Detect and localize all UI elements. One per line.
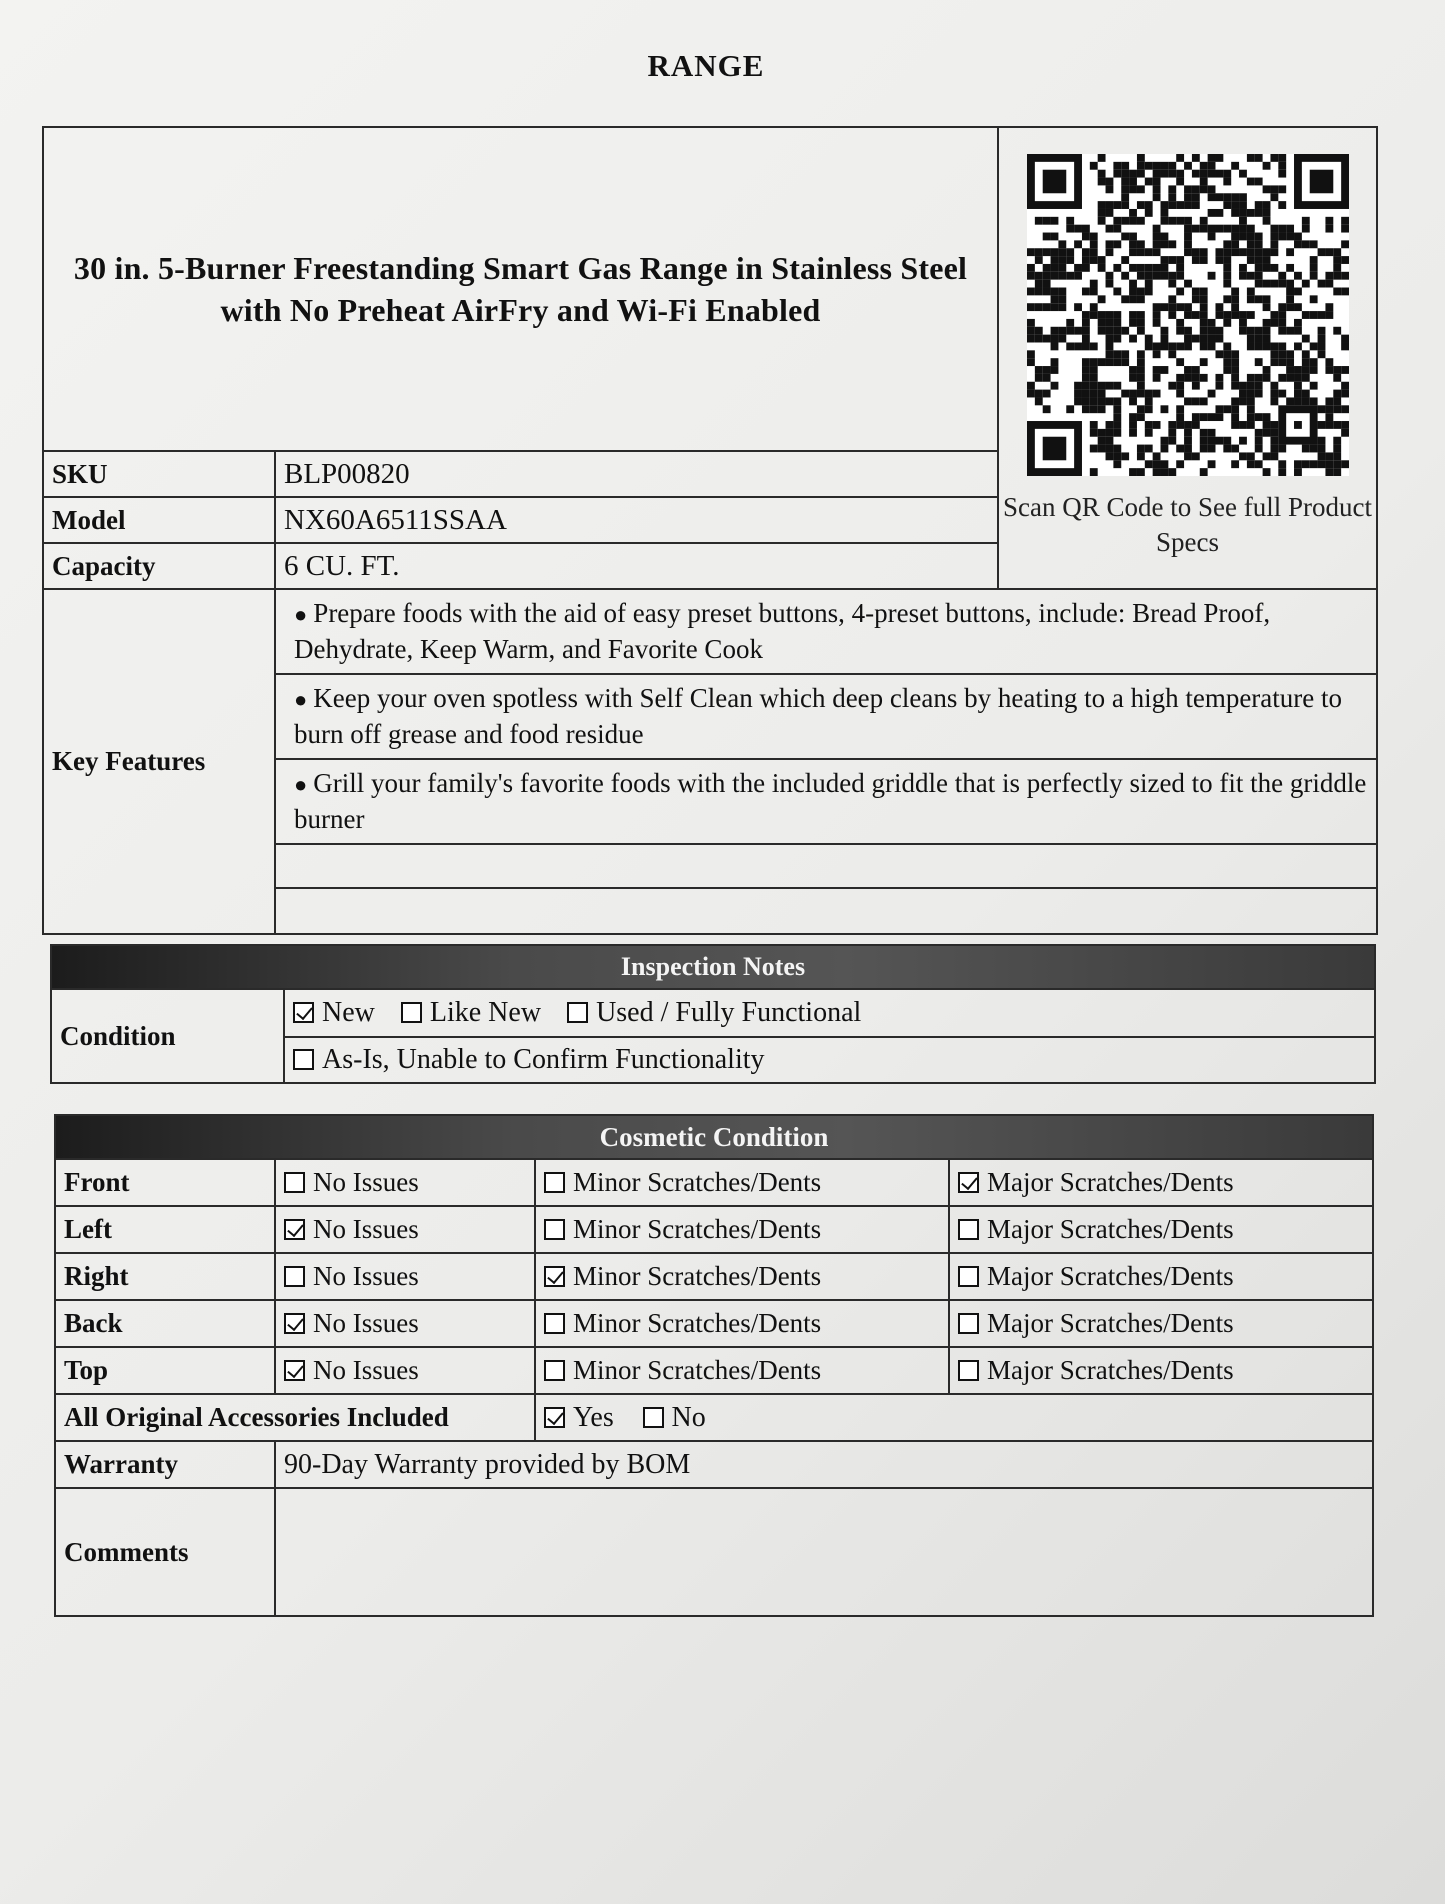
condition-option-like-new[interactable]: Like New	[401, 997, 541, 1028]
checkbox-icon[interactable]	[544, 1172, 565, 1193]
qr-section	[998, 127, 1377, 589]
cosmetic-option-major[interactable]: Major Scratches/Dents	[949, 1253, 1373, 1300]
cosmetic-row	[55, 1300, 1373, 1347]
feature-item	[275, 759, 1377, 844]
cosmetic-option-major[interactable]: Major Scratches/Dents	[949, 1347, 1373, 1394]
condition-options-row	[284, 1037, 1375, 1083]
checkbox-icon[interactable]	[958, 1219, 979, 1240]
feature-text: Prepare foods with the aid of easy preset buttons, 4-preset buttons, include: Bread Proof, Dehydrate, Keep Warm, and Favorite Cook	[294, 598, 1271, 664]
cosmetic-option-minor[interactable]: Minor Scratches/Dents	[535, 1253, 949, 1300]
cosmetic-row-label: Top	[55, 1347, 275, 1394]
checkbox-checked-icon[interactable]	[544, 1407, 565, 1428]
cosmetic-row-label: Front	[55, 1159, 275, 1206]
feature-item-empty	[275, 888, 1377, 934]
comments-field[interactable]	[275, 1488, 1373, 1616]
cosmetic-table	[54, 1114, 1374, 1617]
cosmetic-option-no-issues[interactable]: No Issues	[275, 1300, 535, 1347]
cosmetic-row-label: Right	[55, 1253, 275, 1300]
condition-option-as-is[interactable]: As-Is, Unable to Confirm Functionality	[293, 1044, 765, 1075]
feature-text: Grill your family's favorite foods with the included griddle that is perfectly sized to fit the griddle burner	[294, 768, 1367, 834]
cosmetic-option-no-issues[interactable]: No Issues	[275, 1159, 535, 1206]
checkbox-icon[interactable]	[958, 1360, 979, 1381]
accessories-options	[535, 1394, 1373, 1441]
cosmetic-header: Cosmetic Condition	[55, 1115, 1373, 1159]
condition-label: Condition	[51, 989, 284, 1083]
cosmetic-option-no-issues[interactable]: No Issues	[275, 1206, 535, 1253]
capacity-label: Capacity	[43, 543, 275, 589]
bullet-icon: ●	[294, 687, 308, 712]
checkbox-checked-icon[interactable]	[544, 1266, 565, 1287]
checkbox-icon[interactable]	[293, 1049, 314, 1070]
cosmetic-row-label: Left	[55, 1206, 275, 1253]
qr-code-icon[interactable]	[1027, 154, 1349, 476]
cosmetic-option-minor[interactable]: Minor Scratches/Dents	[535, 1206, 949, 1253]
bullet-icon: ●	[294, 772, 308, 797]
cosmetic-option-no-issues[interactable]: No Issues	[275, 1253, 535, 1300]
model-label: Model	[43, 497, 275, 543]
checkbox-checked-icon[interactable]	[284, 1360, 305, 1381]
qr-caption: Scan QR Code to See full Product Specs	[1003, 492, 1372, 557]
model-value: NX60A6511SSAA	[275, 497, 998, 543]
cosmetic-row	[55, 1159, 1373, 1206]
feature-item	[275, 674, 1377, 759]
inspection-header: Inspection Notes	[51, 945, 1375, 989]
checkbox-icon[interactable]	[958, 1266, 979, 1287]
checkbox-icon[interactable]	[643, 1407, 664, 1428]
checkbox-icon[interactable]	[544, 1219, 565, 1240]
product-info-table	[42, 126, 1378, 935]
sku-value: BLP00820	[275, 451, 998, 497]
checkbox-checked-icon[interactable]	[284, 1313, 305, 1334]
checkbox-checked-icon[interactable]	[958, 1172, 979, 1193]
sku-label: SKU	[43, 451, 275, 497]
checkbox-icon[interactable]	[544, 1360, 565, 1381]
checkbox-icon[interactable]	[401, 1002, 422, 1023]
feature-text: Keep your oven spotless with Self Clean which deep cleans by heating to a high temperature to burn off grease and food residue	[294, 683, 1343, 749]
warranty-value: 90-Day Warranty provided by BOM	[275, 1441, 1373, 1488]
cosmetic-row	[55, 1206, 1373, 1253]
condition-option-new[interactable]: New	[293, 997, 375, 1028]
comments-label: Comments	[55, 1488, 275, 1616]
warranty-label: Warranty	[55, 1441, 275, 1488]
accessories-no[interactable]: No	[643, 1402, 706, 1433]
checkbox-icon[interactable]	[284, 1266, 305, 1287]
bullet-icon: ●	[294, 602, 308, 627]
feature-item	[275, 589, 1377, 674]
checkbox-checked-icon[interactable]	[293, 1002, 314, 1023]
accessories-yes[interactable]: Yes	[544, 1402, 614, 1433]
document-title: RANGE	[647, 48, 765, 83]
accessories-label: All Original Accessories Included	[55, 1394, 535, 1441]
cosmetic-option-major[interactable]: Major Scratches/Dents	[949, 1206, 1373, 1253]
cosmetic-option-major[interactable]: Major Scratches/Dents	[949, 1300, 1373, 1347]
inspection-table	[50, 944, 1376, 1084]
checkbox-checked-icon[interactable]	[284, 1219, 305, 1240]
feature-item-empty	[275, 844, 1377, 888]
checkbox-icon[interactable]	[284, 1172, 305, 1193]
condition-option-used[interactable]: Used / Fully Functional	[567, 997, 861, 1028]
condition-options-row	[284, 989, 1375, 1037]
checkbox-icon[interactable]	[958, 1313, 979, 1334]
product-name: 30 in. 5-Burner Freestanding Smart Gas Range in Stainless Steel with No Preheat AirFry and Wi-Fi Enabled	[43, 127, 998, 451]
cosmetic-option-major[interactable]: Major Scratches/Dents	[949, 1159, 1373, 1206]
checkbox-icon[interactable]	[567, 1002, 588, 1023]
capacity-value: 6 CU. FT.	[275, 543, 998, 589]
key-features-label: Key Features	[43, 589, 275, 934]
cosmetic-option-minor[interactable]: Minor Scratches/Dents	[535, 1159, 949, 1206]
cosmetic-row	[55, 1347, 1373, 1394]
checkbox-icon[interactable]	[544, 1313, 565, 1334]
cosmetic-option-no-issues[interactable]: No Issues	[275, 1347, 535, 1394]
cosmetic-option-minor[interactable]: Minor Scratches/Dents	[535, 1347, 949, 1394]
cosmetic-option-minor[interactable]: Minor Scratches/Dents	[535, 1300, 949, 1347]
cosmetic-row-label: Back	[55, 1300, 275, 1347]
cosmetic-row	[55, 1253, 1373, 1300]
